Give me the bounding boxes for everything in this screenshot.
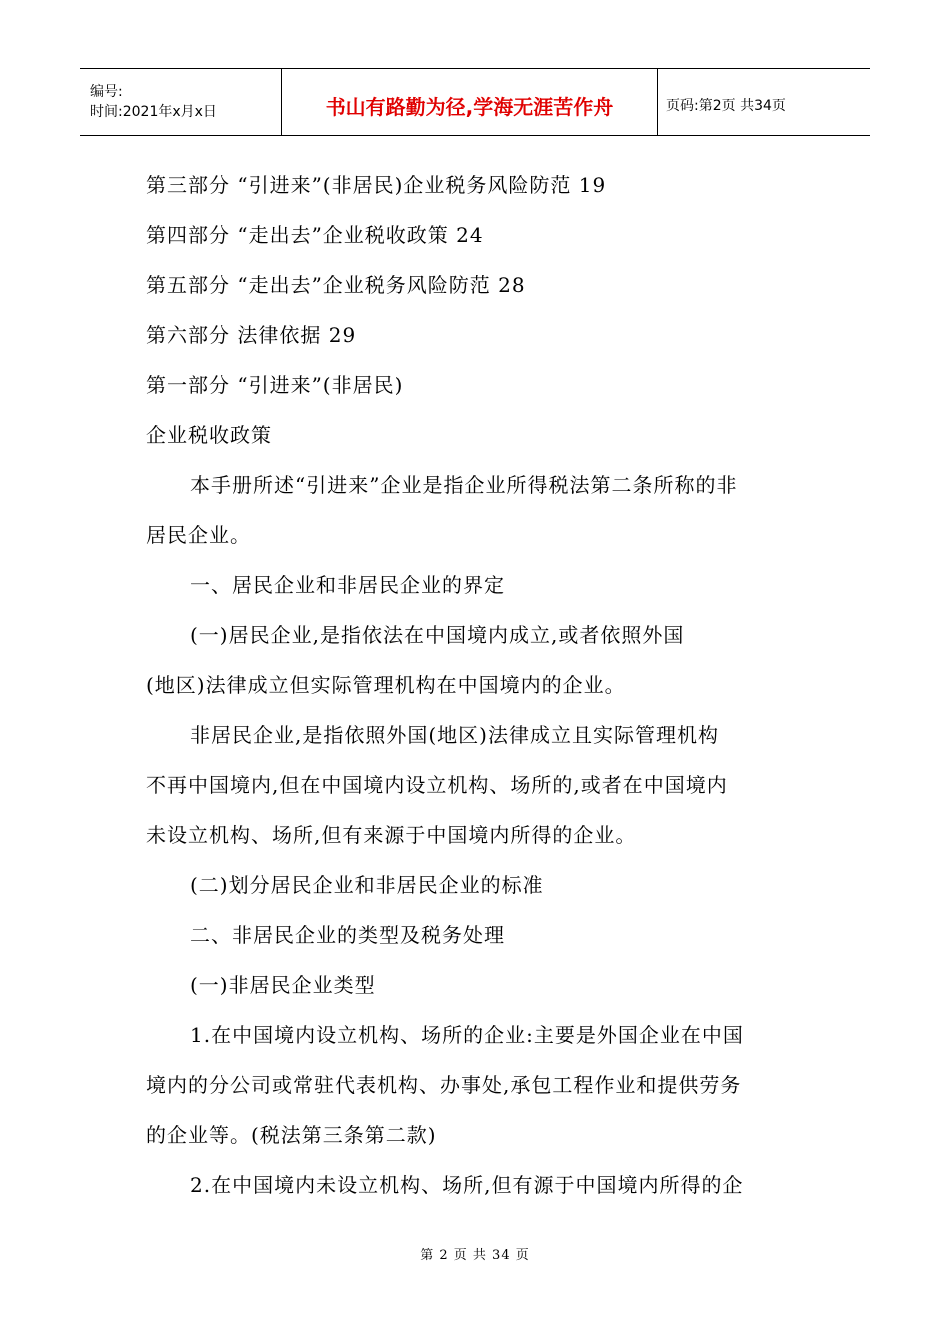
paragraph-line: 不再中国境内,但在中国境内设立机构、场所的,或者在中国境内 <box>146 773 728 797</box>
subsection-heading: 二、非居民企业的类型及税务处理 <box>190 923 505 947</box>
paragraph-line: (一)居民企业,是指依法在中国境内成立,或者依照外国 <box>190 623 685 647</box>
section-heading: 第一部分 “引进来”(非居民) <box>146 373 404 397</box>
section-heading: 企业税收政策 <box>146 423 272 447</box>
subsection-heading: 一、居民企业和非居民企业的界定 <box>190 573 505 597</box>
subsection-heading: (一)非居民企业类型 <box>190 973 376 997</box>
header-time-label: 时间:2021年x月x日 <box>90 104 217 120</box>
header-page-info-text: 页码:第2页 共34页 <box>666 98 786 114</box>
page-header <box>80 68 870 136</box>
paragraph-line: 本手册所述“引进来”企业是指企业所得税法第二条所称的非 <box>190 473 738 497</box>
header-motto <box>282 69 658 135</box>
document-body <box>146 160 814 1210</box>
header-page-info <box>658 69 870 135</box>
paragraph-line: (地区)法律成立但实际管理机构在中国境内的企业。 <box>146 673 626 697</box>
toc-line: 第四部分 “走出去”企业税收政策 24 <box>146 223 484 247</box>
paragraph-line: 未设立机构、场所,但有来源于中国境内所得的企业。 <box>146 823 637 847</box>
toc-line: 第六部分 法律依据 29 <box>146 323 357 347</box>
subsection-heading: (二)划分居民企业和非居民企业的标准 <box>190 873 544 897</box>
header-motto-text: 书山有路勤为径,学海无涯苦作舟 <box>325 94 614 119</box>
toc-line: 第三部分 “引进来”(非居民)企业税务风险防范 19 <box>146 173 607 197</box>
paragraph-line: 境内的分公司或常驻代表机构、办事处,承包工程作业和提供劳务 <box>146 1073 742 1097</box>
header-number-label: 编号: <box>90 84 123 100</box>
header-meta <box>80 69 282 135</box>
paragraph-line: 非居民企业,是指依照外国(地区)法律成立且实际管理机构 <box>190 723 719 747</box>
paragraph-line: 2.在中国境内未设立机构、场所,但有源于中国境内所得的企 <box>190 1173 744 1197</box>
toc-line: 第五部分 “走出去”企业税务风险防范 28 <box>146 273 526 297</box>
paragraph-line: 居民企业。 <box>146 523 251 547</box>
paragraph-line: 的企业等。(税法第三条第二款) <box>146 1123 437 1147</box>
page-footer: 第 2 页 共 34 页 <box>420 1248 530 1263</box>
paragraph-line: 1.在中国境内设立机构、场所的企业:主要是外国企业在中国 <box>190 1023 744 1047</box>
